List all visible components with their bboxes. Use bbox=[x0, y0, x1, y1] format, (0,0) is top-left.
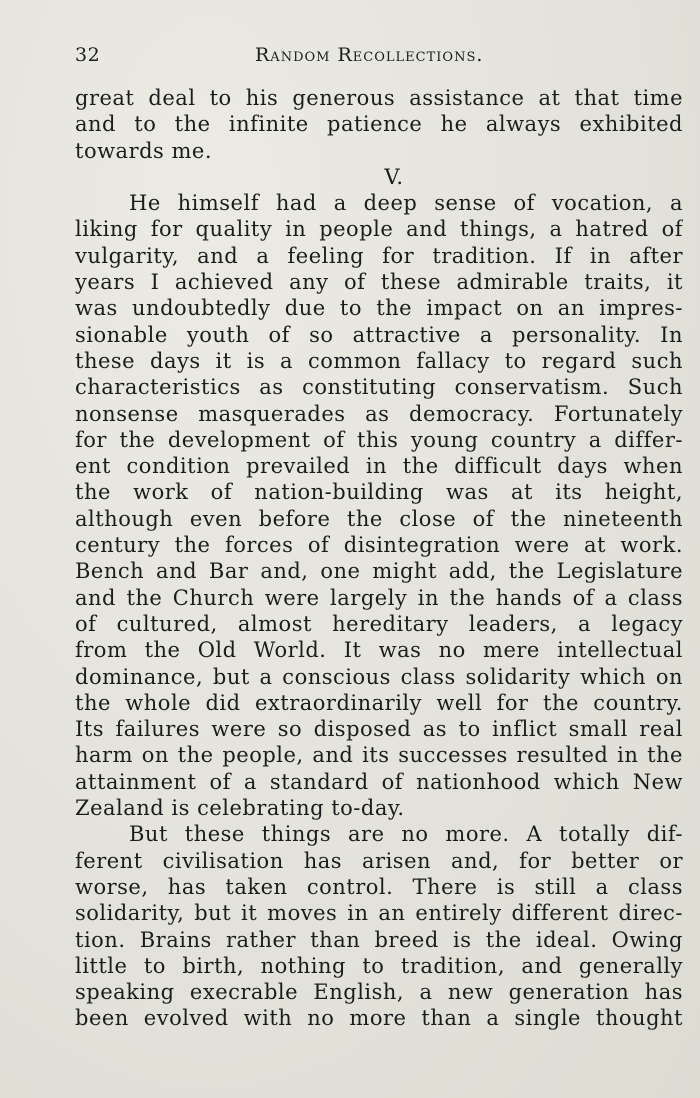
text-line: ferent civilisation has arisen and, for better or bbox=[75, 848, 683, 873]
text-line: But these things are no more. A totally dif- bbox=[129, 822, 683, 847]
body-text bbox=[75, 85, 685, 1032]
text-line: speaking execrable English, a new generation has bbox=[75, 980, 683, 1005]
text-line: harm on the people, and its successes resulted in the bbox=[75, 743, 683, 768]
running-title: Random Recollections. bbox=[255, 44, 484, 66]
book-page bbox=[75, 44, 685, 1032]
text-line: these days it is a common fallacy to regard such bbox=[75, 348, 683, 373]
text-line: and the Church were largely in the hands of a class bbox=[75, 585, 683, 610]
text-line: although even before the close of the nineteenth bbox=[75, 506, 683, 531]
text-line: He himself had a deep sense of vocation, a bbox=[129, 191, 683, 216]
text-line: little to birth, nothing to tradition, and generally bbox=[75, 953, 683, 978]
text-line: sionable youth of so attractive a personality. In bbox=[75, 322, 683, 347]
text-line: of cultured, almost hereditary leaders, a legacy bbox=[75, 611, 683, 636]
text-line: been evolved with no more than a single thought bbox=[75, 1006, 683, 1031]
text-line: nonsense masquerades as democracy. Fortunately bbox=[75, 401, 683, 426]
text-line: and to the infinite patience he always exhibited bbox=[75, 112, 683, 137]
text-line: Its failures were so disposed as to inflict small real bbox=[75, 717, 683, 742]
text-line: for the development of this young country a differ- bbox=[75, 427, 683, 452]
text-line: dominance, but a conscious class solidarity which on bbox=[75, 664, 683, 689]
text-line: Bench and Bar and, one might add, the Legislature bbox=[75, 559, 683, 584]
text-line: years I achieved any of these admirable traits, it bbox=[75, 270, 683, 295]
text-line: solidarity, but it moves in an entirely different direc- bbox=[75, 901, 683, 926]
text-line: characteristics as constituting conservatism. Such bbox=[75, 375, 683, 400]
text-line: great deal to his generous assistance at that time bbox=[75, 86, 683, 110]
text-line: attainment of a standard of nationhood which New bbox=[75, 769, 683, 794]
page-number: 32 bbox=[75, 44, 101, 66]
text-line: Zealand is celebrating to-day. bbox=[75, 796, 405, 821]
text-line: tion. Brains rather than breed is the ideal. Owing bbox=[75, 927, 683, 952]
text-line: towards me. bbox=[75, 138, 213, 163]
text-line: worse, has taken control. There is still a class bbox=[75, 874, 683, 899]
text-line: century the forces of disintegration were at work. bbox=[75, 533, 683, 558]
text-line: the work of nation-building was at its height, bbox=[75, 480, 683, 505]
running-head bbox=[75, 44, 685, 74]
text-line: ent condition prevailed in the difficult days when bbox=[75, 454, 683, 479]
text-line: liking for quality in people and things, a hatred of bbox=[75, 217, 683, 242]
text-line: was undoubtedly due to the impact on an impres- bbox=[75, 296, 683, 321]
text-line: vulgarity, and a feeling for tradition. If in after bbox=[75, 243, 683, 268]
text-line: from the Old World. It was no mere intellectual bbox=[75, 638, 683, 663]
text-line: the whole did extraordinarily well for the country. bbox=[75, 690, 683, 715]
section-number: V. bbox=[384, 164, 404, 189]
